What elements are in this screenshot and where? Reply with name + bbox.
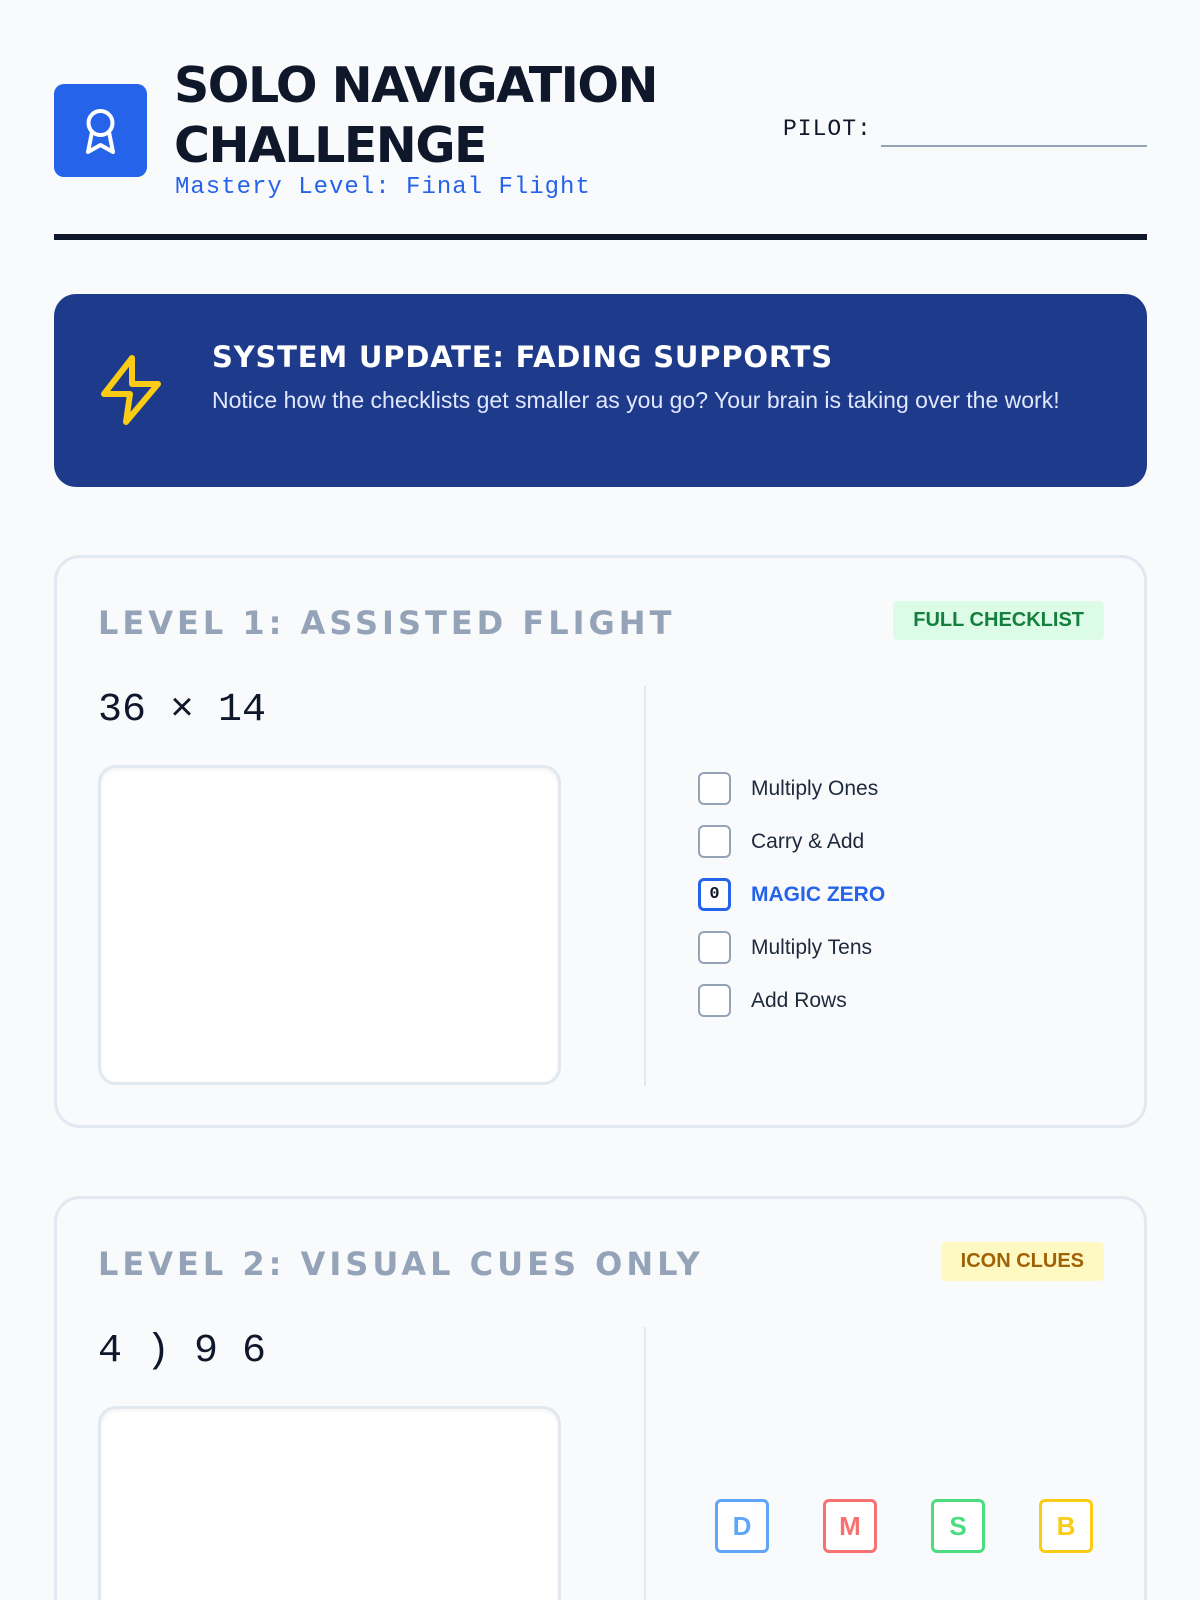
icon-clues (715, 1499, 1093, 1553)
checklist-item-magic-zero (698, 868, 885, 921)
clue-s-icon[interactable]: S (931, 1499, 985, 1553)
page-title (174, 56, 657, 176)
level-1-title: LEVEL 1: ASSISTED FLIGHT (98, 604, 676, 642)
checkbox-magic-zero[interactable]: 0 (698, 878, 731, 911)
page-subtitle: Mastery Level: Final Flight (175, 174, 591, 201)
checkbox-add-rows[interactable] (698, 984, 731, 1017)
checklist-label: Multiply Tens (751, 935, 872, 959)
logo (54, 84, 147, 177)
level-2-title: LEVEL 2: VISUAL CUES ONLY (98, 1245, 704, 1283)
checklist-item-multiply-ones (698, 762, 885, 815)
icon-clues-badge: ICON CLUES (941, 1242, 1104, 1281)
checklist-label: Multiply Ones (751, 776, 879, 800)
checkbox-carry-add[interactable] (698, 825, 731, 858)
lightning-bolt-icon (98, 354, 164, 426)
checklist-item-add-rows (698, 974, 885, 1027)
banner-title: SYSTEM UPDATE: FADING SUPPORTS (212, 340, 833, 374)
checkbox-multiply-tens[interactable] (698, 931, 731, 964)
checklist-label: MAGIC ZERO (751, 882, 886, 906)
title-line-1: SOLO NAVIGATION (174, 57, 658, 114)
level-2-card (54, 1196, 1147, 1600)
checklist-label: Add Rows (751, 988, 847, 1012)
level-1-card (54, 555, 1147, 1128)
checklist-item-multiply-tens (698, 921, 885, 974)
pilot-label: PILOT: (783, 116, 872, 142)
checkbox-multiply-ones[interactable] (698, 772, 731, 805)
clue-d-icon[interactable]: D (715, 1499, 769, 1553)
checklist-item-carry-add (698, 815, 885, 868)
full-checklist-badge: FULL CHECKLIST (893, 601, 1104, 640)
checklist-label: Carry & Add (751, 829, 865, 853)
level-1-checklist (698, 762, 885, 1027)
level-2-divider (644, 1327, 646, 1600)
level-1-problem: 36 × 14 (98, 688, 267, 733)
system-update-banner (54, 294, 1147, 487)
clue-b-icon[interactable]: B (1039, 1499, 1093, 1553)
award-ribbon-icon (84, 108, 117, 154)
level-2-work-area[interactable] (98, 1406, 561, 1600)
clue-m-icon[interactable]: M (823, 1499, 877, 1553)
level-1-work-area[interactable] (98, 765, 561, 1085)
header-divider (54, 234, 1147, 240)
pilot-name-field[interactable] (881, 145, 1147, 147)
title-line-2: CHALLENGE (174, 117, 487, 174)
level-2-problem: 4 ) 9 6 (98, 1329, 267, 1374)
level-1-divider (644, 686, 646, 1086)
banner-text: Notice how the checklists get smaller as you go? Your brain is taking over the work! (212, 387, 1060, 413)
page-header (54, 56, 1147, 242)
